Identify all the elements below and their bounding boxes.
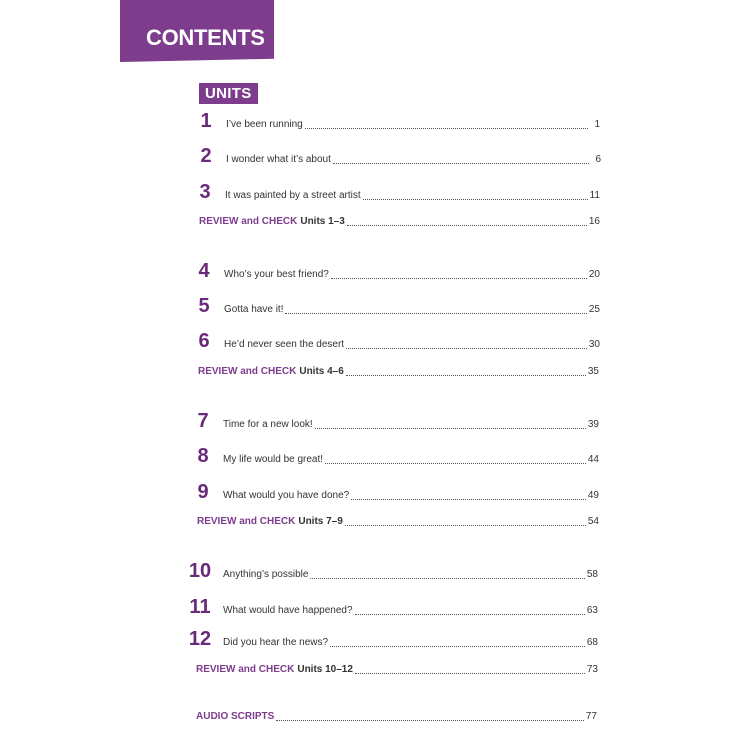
- toc-review-2[interactable]: [198, 366, 599, 390]
- unit-title: He’d never seen the desert: [224, 339, 345, 350]
- unit-number: 12: [188, 628, 212, 650]
- page-number: 35: [587, 366, 599, 377]
- dot-leader: [346, 375, 586, 376]
- unit-title: What would you have done?: [223, 490, 350, 501]
- unit-title: I’ve been running: [226, 119, 303, 130]
- dot-leader: [330, 646, 585, 647]
- review-units: Units 1–3: [300, 216, 345, 227]
- toc-review-1[interactable]: [199, 216, 600, 240]
- toc-unit-4[interactable]: [198, 260, 600, 284]
- page-number: 39: [587, 419, 599, 430]
- unit-number: 11: [189, 596, 211, 618]
- toc-unit-6[interactable]: [198, 330, 600, 354]
- page-number: 6: [595, 154, 601, 165]
- unit-title: Anything’s possible: [223, 569, 309, 580]
- toc-audio-scripts[interactable]: [196, 711, 597, 735]
- page-number: 54: [587, 516, 599, 527]
- toc-unit-5[interactable]: [198, 295, 600, 319]
- unit-title: Time for a new look!: [223, 419, 313, 430]
- unit-title: Did you hear the news?: [223, 637, 329, 648]
- dot-leader: [285, 313, 586, 314]
- dot-leader: [310, 578, 584, 579]
- toc-unit-11[interactable]: [187, 596, 598, 620]
- page-number: 73: [586, 664, 598, 675]
- toc-unit-10[interactable]: [187, 560, 598, 584]
- toc-unit-2[interactable]: [200, 145, 601, 169]
- dot-leader: [355, 673, 585, 674]
- dot-leader: [363, 199, 588, 200]
- page-number: 1: [594, 119, 600, 130]
- dot-leader: [345, 525, 586, 526]
- unit-number: 2: [200, 145, 212, 167]
- unit-title: I wonder what it’s about: [226, 154, 331, 165]
- page-number: 11: [589, 190, 600, 201]
- page-number: 63: [586, 605, 598, 616]
- unit-number: 8: [197, 445, 209, 467]
- unit-number: 5: [198, 295, 210, 317]
- dot-leader: [347, 225, 587, 226]
- page-number: 58: [586, 569, 598, 580]
- page-title: CONTENTS: [146, 25, 265, 50]
- page-number: 44: [587, 454, 599, 465]
- unit-title: What would have happened?: [223, 605, 353, 616]
- toc-unit-7[interactable]: [197, 410, 599, 434]
- page-number: 16: [588, 216, 600, 227]
- toc-review-3[interactable]: [197, 516, 599, 540]
- unit-number: 10: [188, 560, 212, 582]
- unit-title: My life would be great!: [223, 454, 324, 465]
- review-units: Units 4–6: [299, 366, 344, 377]
- dot-leader: [355, 614, 585, 615]
- dot-leader: [325, 463, 586, 464]
- review-units: Units 10–12: [297, 664, 353, 675]
- unit-title: Who’s your best friend?: [224, 269, 329, 280]
- unit-number: 3: [199, 181, 211, 203]
- unit-number: 1: [200, 110, 212, 132]
- page-number: 77: [585, 711, 597, 722]
- page-number: 25: [588, 304, 600, 315]
- page-number: 20: [588, 269, 600, 280]
- dot-leader: [331, 278, 587, 279]
- review-units: Units 7–9: [298, 516, 343, 527]
- dot-leader: [333, 163, 589, 164]
- unit-title: It was painted by a street artist: [225, 190, 361, 201]
- unit-number: 4: [198, 260, 210, 282]
- review-label: REVIEW and CHECK: [198, 366, 297, 377]
- toc-unit-9[interactable]: [197, 481, 599, 505]
- toc-unit-8[interactable]: [197, 445, 599, 469]
- page-number: 30: [588, 339, 600, 350]
- review-label: REVIEW and CHECK: [199, 216, 298, 227]
- toc-unit-12[interactable]: [187, 628, 598, 652]
- units-section-label: UNITS: [199, 83, 258, 104]
- unit-title: Gotta have it!: [224, 304, 284, 315]
- dot-leader: [305, 128, 588, 129]
- unit-number: 9: [197, 481, 209, 503]
- dot-leader: [276, 720, 584, 721]
- dot-leader: [315, 428, 586, 429]
- review-label: REVIEW and CHECK: [197, 516, 296, 527]
- toc-unit-3[interactable]: [199, 181, 600, 205]
- unit-number: 6: [198, 330, 210, 352]
- page-number: 49: [587, 490, 599, 501]
- unit-number: 7: [197, 410, 209, 432]
- toc-unit-1[interactable]: [200, 110, 600, 134]
- dot-leader: [346, 348, 587, 349]
- review-label: REVIEW and CHECK: [196, 664, 295, 675]
- audio-scripts-label: AUDIO SCRIPTS: [196, 711, 275, 722]
- toc-review-4[interactable]: [196, 664, 598, 688]
- dot-leader: [351, 499, 586, 500]
- page-number: 68: [586, 637, 598, 648]
